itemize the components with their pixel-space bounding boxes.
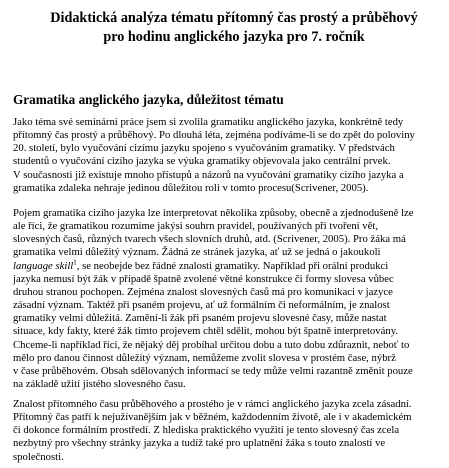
text-fragment: , se neobejde bez řádné znalosti gramatiky. Například při orální produkci	[76, 259, 389, 272]
text-line: gramatika velmi důležitý význam. Žádná ze stránek jazyka, ať už se jedná o jakoukoli	[13, 246, 381, 259]
text-line: V současnosti již existuje mnoho přístupů a názorů na vyučování gramatiky cizího jazyka a	[13, 168, 404, 181]
text-line: Jako téma své seminární práce jsem si zvolila gramatiku anglického jazyka, konkrétně tedy	[13, 116, 404, 128]
document-title	[30, 9, 438, 47]
text-line: Chceme-li například říci, že nějaký děj probíhal určitou dobu a tuto dobu zdůraznit, neboť to	[13, 338, 410, 351]
text-line: Přítomný čas patří k nejužívanějším jak v běžném, každodenním životě, ale i v akademickém	[13, 411, 412, 424]
text-line: či dokonce formálním prostředí. Z hlediska praktického využití je tento slovesný čas zcela	[13, 424, 400, 437]
title-line: pro hodinu anglického jazyka pro 7. ročník	[103, 29, 365, 45]
text-line: studentů o vyučování cizího jazyka se výuka gramatiky objevovala jako centrální prvek.	[13, 155, 391, 168]
text-line: nezbytný pro všechny stránky jazyka a tudíž také pro uplatnění žáka s touto znalostí ve	[13, 437, 386, 450]
footnote-marker[interactable]: 1	[73, 258, 77, 267]
text-line: Znalost přítomného času průběhového a prostého je v rámci anglického jazyka zcela zásadní.	[13, 398, 412, 410]
text-line: zásadní význam. Taktéž při psaném projevu, ať už formálním či neformálním, je znalost	[13, 299, 390, 312]
text-line: ale říci, že gramatikou rozumíme jakýsi souhrn pravidel, používaných při tvoření vět,	[13, 220, 379, 233]
text-line: na základě užití jistého slovesného času.	[13, 378, 186, 391]
text-line: jazyka nemusí být žák v případě špatně zvolené větné konstrukce či formy slovesa vůbec	[13, 272, 394, 285]
text-line: mělo pro danou činnost důležitý význam, nemůžeme zvolit slovesa v prostém čase, nýbrž	[13, 351, 396, 364]
section-heading: Gramatika anglického jazyka, důležitost tématu	[13, 92, 284, 107]
paragraph-2	[13, 207, 443, 391]
paragraph-3	[13, 398, 443, 464]
italic-term: language skill	[13, 259, 74, 272]
text-line: společnosti.	[13, 450, 64, 463]
text-line: Pojem gramatika cizího jazyka lze interpretovat několika způsoby, obecně a zjednodušeně lze	[13, 207, 414, 219]
text-line: druhou stranou pochopen. Zejména znalost slovesných časů má pro komunikaci v jazyce	[13, 285, 393, 298]
text-line: situace, kdy fakty, které žák tímto projevem chtěl sdělit, mohou být špatně interpretovány.	[13, 325, 399, 338]
paragraph-1	[13, 116, 443, 195]
title-line: Didaktická analýza tématu přítomný čas prostý a průběhový	[50, 10, 418, 26]
text-line: slovesných časů, různých tvarech všech slovních druhů, atd. (Scrivener, 2005). Pro žáka má	[13, 233, 406, 246]
text-line: v čase průběhovém. Obsah sdělovaných informací se tedy může velmi razantně změnit pouze	[13, 364, 413, 377]
text-line: 20. století, bylo vyučování cizímu jazyku spojeno s vyučováním gramatiky. V předstvách	[13, 142, 395, 155]
text-line: přítomný čas prostý a průběhový. Po dlouhá léta, zejména podíváme-li se do zpět do poloviny	[13, 129, 415, 142]
text-line: gramatika zdaleka nehraje jedinou důležitou roli v tomto procesu(Scrivener, 2005).	[13, 181, 369, 194]
text-line: gramatiky velmi důležitá. Zamění-li žák při psaném projevu slovesné časy, může nastat	[13, 312, 387, 325]
text-line-with-footnote	[13, 260, 443, 273]
